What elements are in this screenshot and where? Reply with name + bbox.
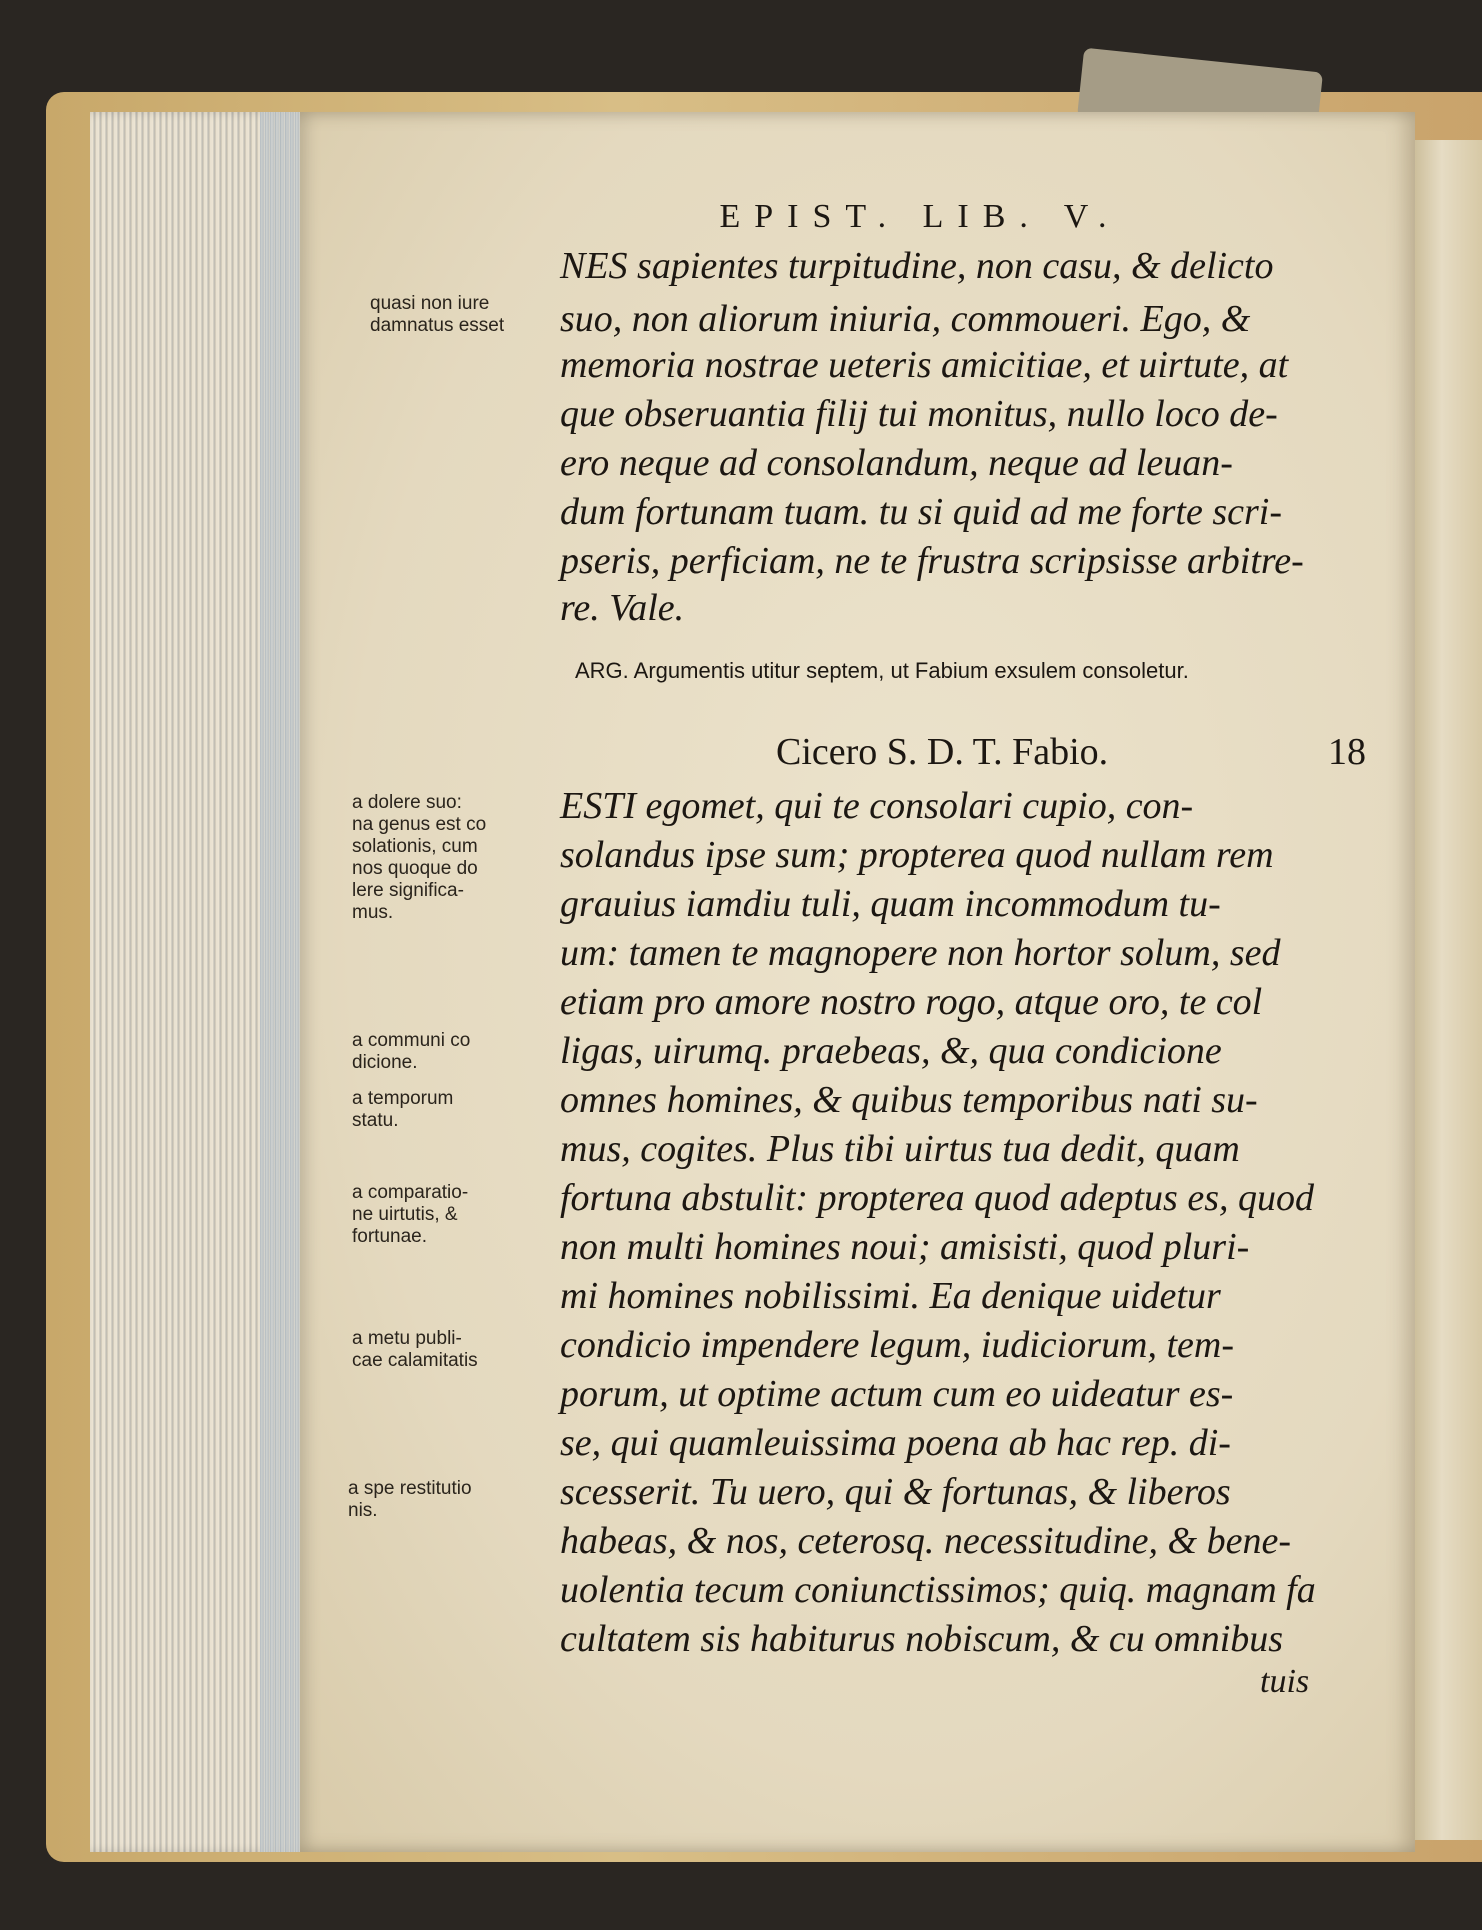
text-line: que obseruantia filij tui monitus, nullo loco de- [560,393,1278,435]
text-line: omnes homines, & quibus temporibus nati su- [560,1079,1258,1121]
text-line: se, qui quamleuissima poena ab hac rep. di- [560,1422,1231,1464]
catchword: tuis [1260,1663,1310,1700]
text-line: grauius iamdiu tuli, quam incommodum tu- [560,883,1221,925]
margin-note-line: a metu publi- [352,1328,462,1349]
letter-title: Cicero S. D. T. Fabio. [776,731,1109,773]
margin-note-line: solationis, cum [352,836,478,857]
margin-note [352,1088,453,1132]
margin-note [348,1478,472,1522]
text-line: pseris, perficiam, ne te frustra scripsisse arbitre- [560,540,1304,582]
text-line: mus, cogites. Plus tibi uirtus tua dedit, quam [560,1128,1240,1170]
margin-note-line: damnatus esset [370,315,505,336]
margin-note-line: statu. [352,1110,399,1131]
argument-summary: ARG. Argumentis utitur septem, ut Fabium exsulem consoletur. [575,658,1189,683]
margin-note [352,1182,468,1248]
text-line: condicio impendere legum, iudiciorum, tem- [560,1324,1234,1366]
letter-heading [776,730,1366,774]
text-line: habeas, & nos, ceterosq. necessitudine, & bene- [560,1520,1291,1562]
margin-note [370,293,504,337]
running-header: EPIST. LIB. V. [719,198,1121,235]
margin-note-line: fortunae. [352,1226,427,1247]
text-line: ero neque ad consolandum, neque ad leuan- [560,442,1233,484]
margin-note-line: cae calamitatis [352,1350,478,1371]
margin-note-line: dicione. [352,1052,418,1073]
margin-note-line: a communi co [352,1030,471,1051]
next-page-edge [1415,140,1482,1840]
text-line: cultatem sis habiturus nobiscum, & cu omnibus [560,1618,1284,1660]
text-line: um: tamen te magnopere non hortor solum, sed [560,932,1281,974]
text-line: dum fortunam tuam. tu si quid ad me forte scri- [560,491,1282,533]
text-line: ligas, uirumq. praebeas, &, qua condicione [560,1030,1222,1072]
margin-note-line: nos quoque do [352,858,478,879]
margin-note-line: nis. [348,1500,378,1521]
text-line: memoria nostrae ueteris amicitiae, et uirtute, at [560,344,1289,386]
margin-note-line: na genus est co [352,814,487,835]
text-line: uolentia tecum coniunctissimos; quiq. magnam fa [560,1569,1316,1611]
text-line: etiam pro amore nostro rogo, atque oro, te col [560,981,1263,1023]
text-line: re. Vale. [560,587,685,629]
text-line: NES sapientes turpitudine, non casu, & delicto [560,245,1274,287]
letter-number: 18 [1328,731,1366,773]
text-line: solandus ipse sum; propterea quod nullam rem [560,834,1274,876]
margin-note-line: lere significa- [352,880,464,901]
text-line: fortuna abstulit: propterea quod adeptus es, quod [560,1177,1314,1219]
margin-note-line: a spe restitutio [348,1478,472,1499]
text-line: ESTI egomet, qui te consolari cupio, con- [560,785,1194,827]
margin-note-line: a comparatio- [352,1182,469,1203]
text-line: suo, non aliorum iniuria, commoueri. Ego, & [560,298,1251,340]
margin-note-line: a dolere suo: [352,792,462,813]
margin-note [352,1328,478,1372]
margin-note-line: a temporum [352,1088,454,1109]
text-line: mi homines nobilissimi. Ea denique uidetur [560,1275,1221,1317]
margin-note-line: quasi non iure [370,293,490,314]
text-line: scesserit. Tu uero, qui & fortunas, & liberos [560,1471,1231,1513]
text-line: porum, ut optime actum cum eo uideatur es- [560,1373,1234,1415]
margin-note [352,792,486,924]
margin-note [352,1030,470,1074]
text-line: non multi homines noui; amisisti, quod pluri- [560,1226,1250,1268]
margin-note-line: mus. [352,902,394,923]
margin-note-line: ne uirtutis, & [352,1204,458,1225]
